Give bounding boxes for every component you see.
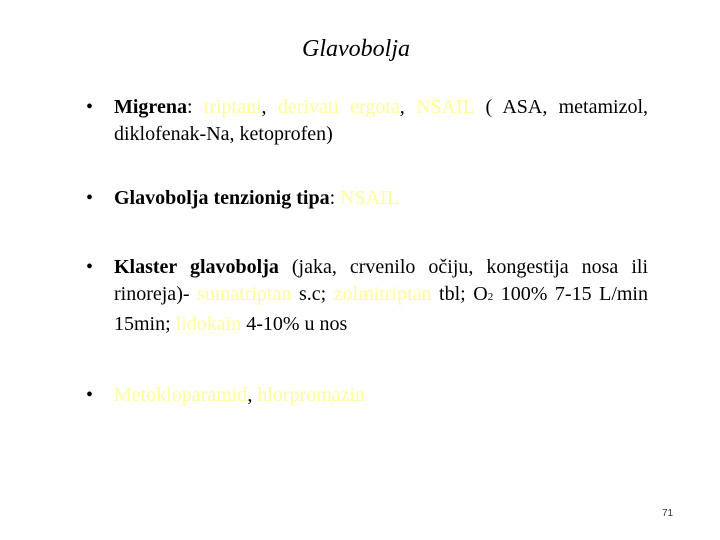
klaster-text-5: 4-10% u nos (241, 313, 348, 335)
drug-zolmitriptan: zolmitriptan (333, 283, 432, 305)
klaster-text-1: (jaka, crvenilo očiju, kongestija nosa ili rinoreja)- (114, 256, 648, 305)
comma: , (247, 384, 258, 406)
bullet-metokloparamid (86, 382, 648, 409)
comma: , (261, 96, 278, 118)
slide-title: Glavobolja (302, 36, 410, 62)
bullet-migrena (86, 94, 648, 148)
bullet-tenziona (86, 185, 648, 212)
drug-hlorpromazin: hlorpromazin (257, 384, 366, 406)
drug-nsail: NSAIL (340, 187, 400, 209)
bullet-klaster (86, 254, 648, 338)
bullet-dot: • (86, 187, 94, 209)
term-klaster: Klaster glavobolja (114, 256, 279, 278)
klaster-text-2: s.c; (291, 283, 334, 305)
bullet-dot: • (86, 256, 94, 278)
term-tenziona: Glavobolja tenzionig tipa (114, 187, 330, 209)
drug-derivati-ergota: derivati ergota (277, 96, 400, 118)
separator: : (186, 96, 204, 118)
oxygen-subscript: 2 (487, 291, 494, 303)
bullet-dot: • (86, 384, 94, 406)
bullet-list (86, 94, 648, 409)
migrena-rest: ( ASA, metamizol, diklofenak-Na, ketoprofen) (114, 96, 649, 145)
bullet-dot: • (86, 96, 94, 118)
page-number: 71 (662, 508, 674, 519)
drug-triptani: triptani (203, 96, 262, 118)
term-migrena: Migrena (114, 96, 187, 118)
comma: , (399, 96, 417, 118)
drug-metokloparamid: Metokloparamid (114, 384, 248, 406)
drug-sumatriptan: sumatriptan (197, 283, 292, 305)
drug-nsail: NSAIL (416, 96, 475, 118)
klaster-text-4: 100% 7-15 L/min 15min; (114, 283, 648, 335)
separator: : (329, 187, 341, 209)
drug-lidokain: lidokain (175, 313, 242, 335)
klaster-text-3: tbl; O (431, 283, 488, 305)
